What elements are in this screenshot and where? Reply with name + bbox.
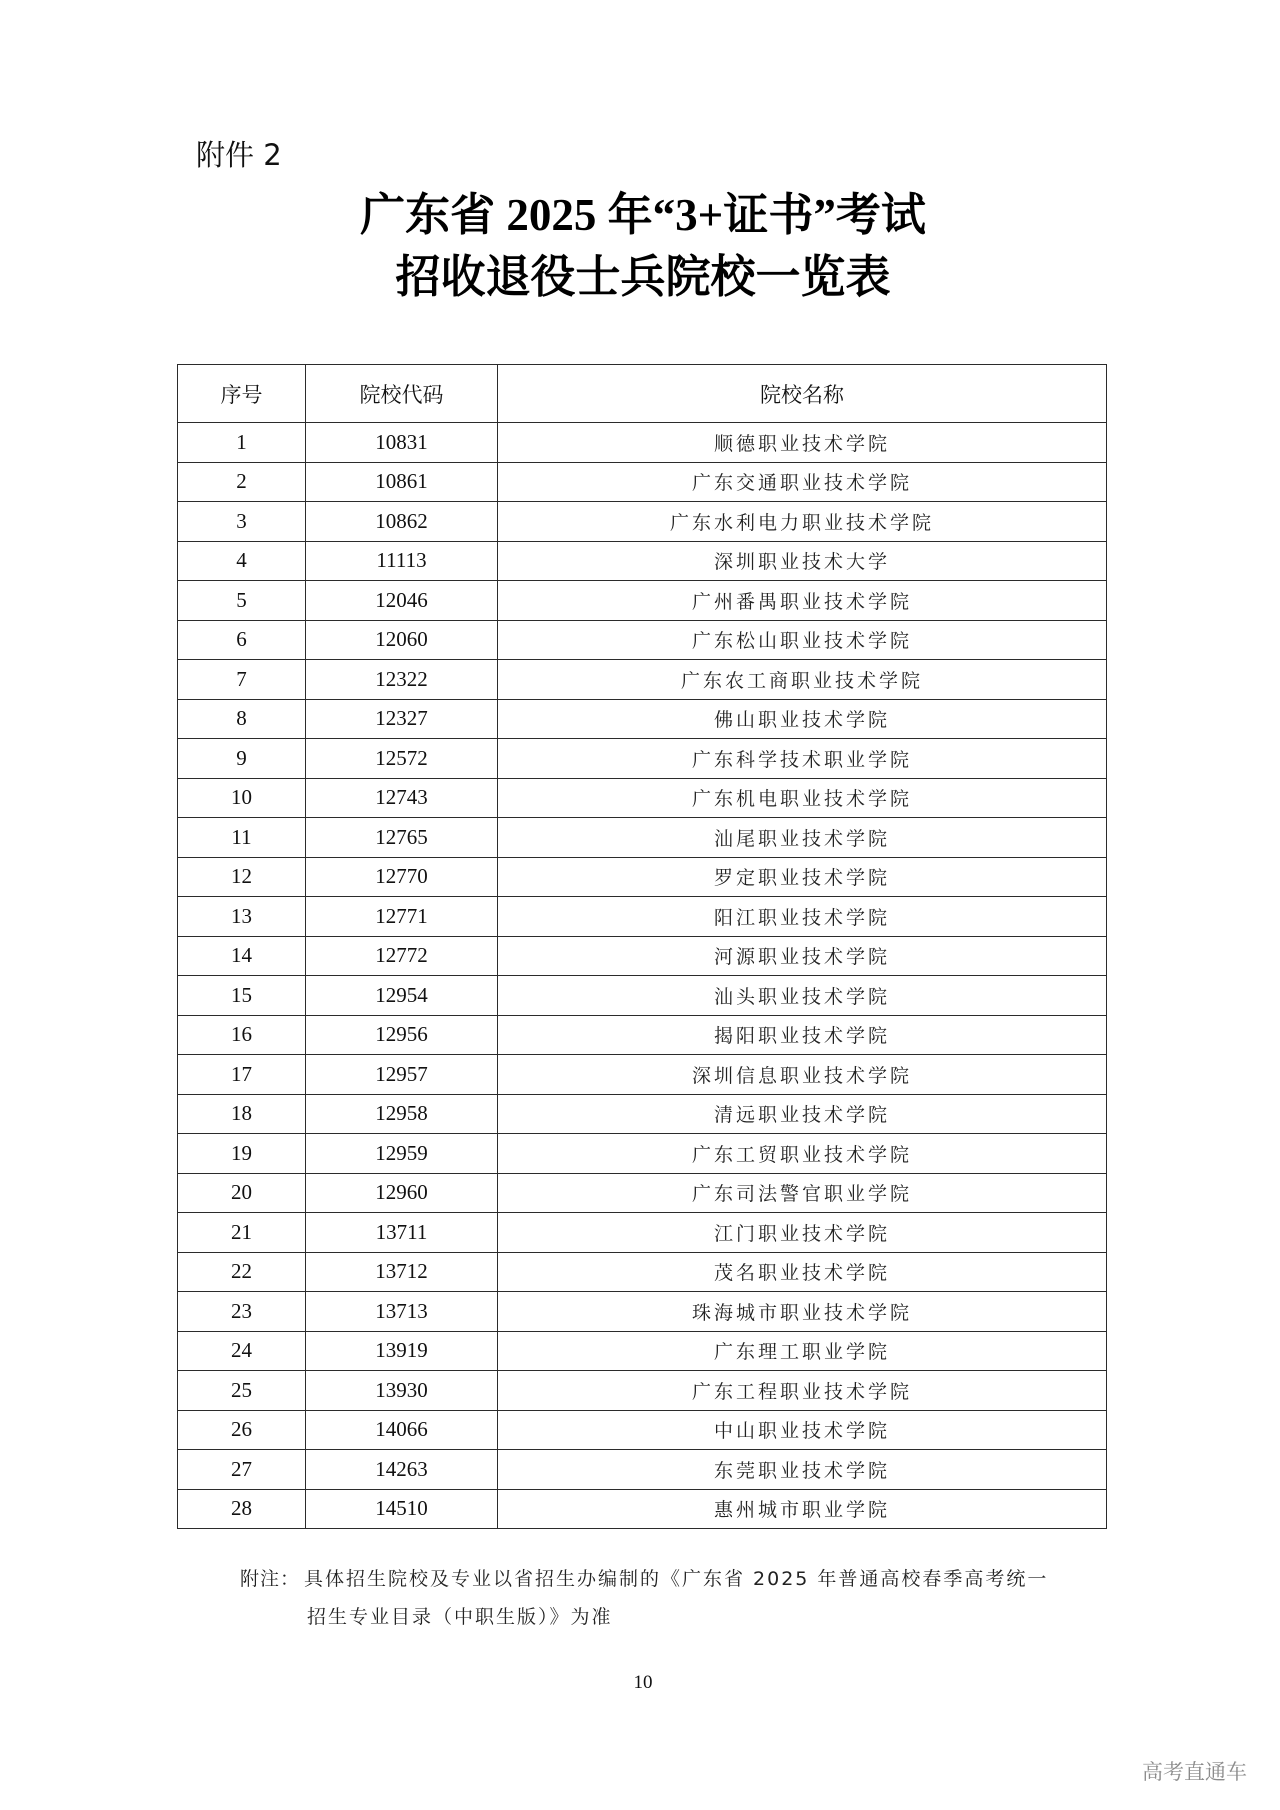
cell-code: 14066 bbox=[306, 1410, 498, 1450]
cell-school-name: 深圳职业技术大学 bbox=[498, 541, 1107, 581]
cell-code: 13713 bbox=[306, 1292, 498, 1332]
cell-code: 13712 bbox=[306, 1252, 498, 1292]
table-row bbox=[178, 1173, 1107, 1213]
cell-school-name: 广东理工职业学院 bbox=[498, 1331, 1107, 1371]
footnote-line-2: 招生专业目录（中职生版）》为准 bbox=[307, 1606, 613, 1628]
cell-code: 10831 bbox=[306, 423, 498, 463]
table-row bbox=[178, 818, 1107, 858]
cell-seq: 8 bbox=[178, 699, 306, 739]
cell-code: 12765 bbox=[306, 818, 498, 858]
cell-school-name: 清远职业技术学院 bbox=[498, 1094, 1107, 1134]
cell-code: 12743 bbox=[306, 778, 498, 818]
document-title bbox=[0, 184, 1280, 308]
cell-school-name: 广东工程职业技术学院 bbox=[498, 1371, 1107, 1411]
attachment-label: 附件 2 bbox=[196, 138, 282, 172]
cell-code: 12957 bbox=[306, 1055, 498, 1095]
table-row bbox=[178, 1292, 1107, 1332]
cell-seq: 12 bbox=[178, 857, 306, 897]
cell-code: 12046 bbox=[306, 581, 498, 621]
cell-seq: 6 bbox=[178, 620, 306, 660]
footnote-label: 附注： bbox=[240, 1568, 301, 1590]
cell-code: 12772 bbox=[306, 936, 498, 976]
table-row bbox=[178, 699, 1107, 739]
cell-school-name: 广东机电职业技术学院 bbox=[498, 778, 1107, 818]
table-row bbox=[178, 1410, 1107, 1450]
cell-code: 12960 bbox=[306, 1173, 498, 1213]
cell-seq: 14 bbox=[178, 936, 306, 976]
cell-code: 12959 bbox=[306, 1134, 498, 1174]
cell-code: 12327 bbox=[306, 699, 498, 739]
cell-code: 12771 bbox=[306, 897, 498, 937]
cell-school-name: 汕尾职业技术学院 bbox=[498, 818, 1107, 858]
cell-school-name: 茂名职业技术学院 bbox=[498, 1252, 1107, 1292]
cell-code: 12572 bbox=[306, 739, 498, 779]
cell-school-name: 东莞职业技术学院 bbox=[498, 1450, 1107, 1490]
table-header bbox=[178, 365, 1107, 423]
cell-seq: 11 bbox=[178, 818, 306, 858]
cell-seq: 7 bbox=[178, 660, 306, 700]
cell-seq: 22 bbox=[178, 1252, 306, 1292]
cell-seq: 1 bbox=[178, 423, 306, 463]
cell-code: 13930 bbox=[306, 1371, 498, 1411]
header-seq: 序号 bbox=[178, 365, 306, 423]
cell-school-name: 揭阳职业技术学院 bbox=[498, 1015, 1107, 1055]
header-row bbox=[178, 365, 1107, 423]
cell-school-name: 广东工贸职业技术学院 bbox=[498, 1134, 1107, 1174]
table-row bbox=[178, 1450, 1107, 1490]
cell-seq: 28 bbox=[178, 1489, 306, 1529]
table-row bbox=[178, 778, 1107, 818]
cell-seq: 9 bbox=[178, 739, 306, 779]
cell-code: 11113 bbox=[306, 541, 498, 581]
cell-seq: 3 bbox=[178, 502, 306, 542]
table-row bbox=[178, 1134, 1107, 1174]
cell-seq: 27 bbox=[178, 1450, 306, 1490]
cell-code: 13919 bbox=[306, 1331, 498, 1371]
cell-code: 14263 bbox=[306, 1450, 498, 1490]
cell-school-name: 汕头职业技术学院 bbox=[498, 976, 1107, 1016]
table-row bbox=[178, 897, 1107, 937]
footnote bbox=[240, 1560, 1120, 1636]
cell-school-name: 广东科学技术职业学院 bbox=[498, 739, 1107, 779]
cell-seq: 20 bbox=[178, 1173, 306, 1213]
cell-code: 10862 bbox=[306, 502, 498, 542]
title-line-2: 招收退役士兵院校一览表 bbox=[395, 252, 891, 302]
table-row bbox=[178, 581, 1107, 621]
cell-seq: 17 bbox=[178, 1055, 306, 1095]
table-body bbox=[178, 423, 1107, 1529]
footnote-text-1: 具体招生院校及专业以省招生办编制的《广东省 2025 年普通高校春季高考统一 bbox=[304, 1568, 1049, 1590]
table-row bbox=[178, 1055, 1107, 1095]
table-row bbox=[178, 660, 1107, 700]
cell-school-name: 广东交通职业技术学院 bbox=[498, 462, 1107, 502]
cell-seq: 2 bbox=[178, 462, 306, 502]
watermark: 高考直通车 bbox=[1142, 1760, 1247, 1784]
cell-seq: 21 bbox=[178, 1213, 306, 1253]
cell-code: 12770 bbox=[306, 857, 498, 897]
cell-seq: 13 bbox=[178, 897, 306, 937]
cell-seq: 15 bbox=[178, 976, 306, 1016]
title-line-1: 广东省 2025 年“3+证书”考试 bbox=[360, 190, 926, 240]
table-row bbox=[178, 462, 1107, 502]
cell-seq: 10 bbox=[178, 778, 306, 818]
cell-seq: 25 bbox=[178, 1371, 306, 1411]
cell-seq: 18 bbox=[178, 1094, 306, 1134]
cell-code: 10861 bbox=[306, 462, 498, 502]
footnote-line-1 bbox=[240, 1560, 1120, 1598]
cell-school-name: 佛山职业技术学院 bbox=[498, 699, 1107, 739]
table-row bbox=[178, 541, 1107, 581]
cell-school-name: 广东农工商职业技术学院 bbox=[498, 660, 1107, 700]
cell-code: 12954 bbox=[306, 976, 498, 1016]
table-row bbox=[178, 1331, 1107, 1371]
cell-seq: 24 bbox=[178, 1331, 306, 1371]
cell-school-name: 惠州城市职业学院 bbox=[498, 1489, 1107, 1529]
table-row bbox=[178, 1015, 1107, 1055]
cell-code: 12322 bbox=[306, 660, 498, 700]
cell-school-name: 广州番禺职业技术学院 bbox=[498, 581, 1107, 621]
table-row bbox=[178, 936, 1107, 976]
table-row bbox=[178, 502, 1107, 542]
cell-seq: 5 bbox=[178, 581, 306, 621]
cell-school-name: 广东松山职业技术学院 bbox=[498, 620, 1107, 660]
table-row bbox=[178, 1094, 1107, 1134]
schools-table bbox=[177, 364, 1107, 1529]
cell-school-name: 江门职业技术学院 bbox=[498, 1213, 1107, 1253]
page-number: 10 bbox=[633, 1672, 653, 1693]
table-row bbox=[178, 620, 1107, 660]
table-row bbox=[178, 1371, 1107, 1411]
table-row bbox=[178, 423, 1107, 463]
cell-code: 12956 bbox=[306, 1015, 498, 1055]
cell-school-name: 罗定职业技术学院 bbox=[498, 857, 1107, 897]
cell-school-name: 广东水利电力职业技术学院 bbox=[498, 502, 1107, 542]
cell-code: 12958 bbox=[306, 1094, 498, 1134]
cell-school-name: 河源职业技术学院 bbox=[498, 936, 1107, 976]
table-row bbox=[178, 857, 1107, 897]
cell-school-name: 广东司法警官职业学院 bbox=[498, 1173, 1107, 1213]
cell-seq: 23 bbox=[178, 1292, 306, 1332]
cell-code: 14510 bbox=[306, 1489, 498, 1529]
header-name: 院校名称 bbox=[498, 365, 1107, 423]
cell-seq: 26 bbox=[178, 1410, 306, 1450]
header-code: 院校代码 bbox=[306, 365, 498, 423]
cell-school-name: 中山职业技术学院 bbox=[498, 1410, 1107, 1450]
cell-code: 13711 bbox=[306, 1213, 498, 1253]
cell-school-name: 珠海城市职业技术学院 bbox=[498, 1292, 1107, 1332]
table-row bbox=[178, 739, 1107, 779]
cell-seq: 4 bbox=[178, 541, 306, 581]
cell-school-name: 顺德职业技术学院 bbox=[498, 423, 1107, 463]
table-row bbox=[178, 1252, 1107, 1292]
cell-seq: 19 bbox=[178, 1134, 306, 1174]
cell-school-name: 阳江职业技术学院 bbox=[498, 897, 1107, 937]
cell-code: 12060 bbox=[306, 620, 498, 660]
table-row bbox=[178, 976, 1107, 1016]
table-row bbox=[178, 1489, 1107, 1529]
cell-school-name: 深圳信息职业技术学院 bbox=[498, 1055, 1107, 1095]
cell-seq: 16 bbox=[178, 1015, 306, 1055]
table-row bbox=[178, 1213, 1107, 1253]
